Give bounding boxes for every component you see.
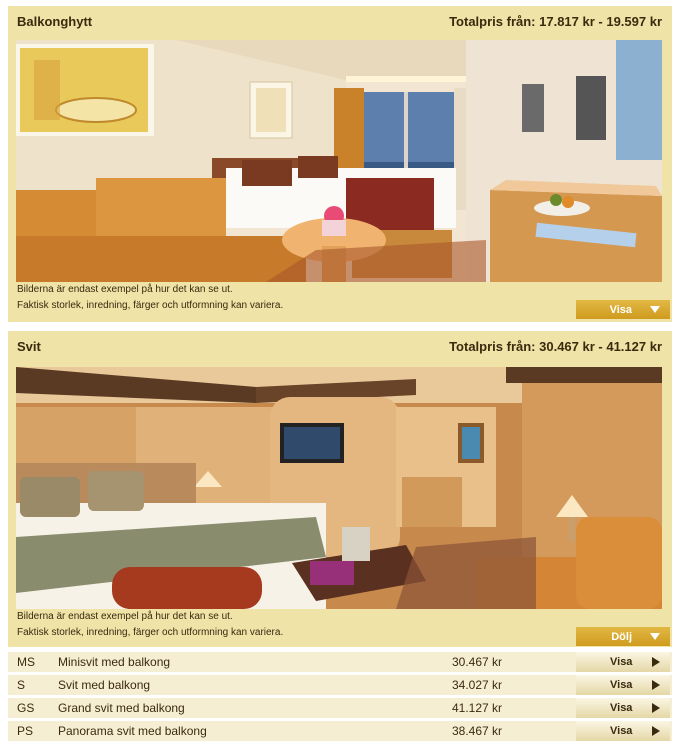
suite-options-list: [8, 652, 672, 744]
show-label: Visa: [610, 702, 633, 714]
cabin-price: 30.467 kr: [452, 655, 503, 669]
panel-header: [8, 331, 672, 361]
show-label: Visa: [610, 725, 633, 737]
hide-details-button[interactable]: [576, 627, 670, 646]
play-arrow-icon: [652, 657, 660, 667]
cabin-name: Minisvit med balkong: [58, 655, 171, 669]
cabin-price: 34.027 kr: [452, 678, 503, 692]
suite-option-row: [8, 652, 672, 672]
cabin-name: Panorama svit med balkong: [58, 724, 207, 738]
cabin-title: Balkonghytt: [17, 14, 93, 29]
cabin-price: 38.467 kr: [452, 724, 503, 738]
disclaimer-line-2: Faktisk storlek, inredning, färger och utformning kan variera.: [17, 300, 284, 311]
cabin-photo: [16, 367, 662, 609]
photo-disclaimer: [17, 609, 283, 641]
play-arrow-icon: [652, 680, 660, 690]
chevron-down-icon: [650, 633, 660, 640]
balcony-cabin-image: [16, 40, 662, 282]
show-label: Visa: [610, 679, 633, 691]
cabin-title: Svit: [17, 339, 41, 354]
cabin-panel-balkonghytt: [8, 6, 672, 322]
show-cabin-button[interactable]: [576, 698, 670, 718]
cabin-price: 41.127 kr: [452, 701, 503, 715]
chevron-down-icon: [650, 306, 660, 313]
cabin-price-range: Totalpris från: 17.817 kr - 19.597 kr: [449, 14, 662, 29]
show-cabin-button[interactable]: [576, 721, 670, 741]
disclaimer-line-1: Bilderna är endast exempel på hur det kan se ut.: [17, 611, 233, 622]
toggle-label: Dölj: [611, 630, 632, 643]
suite-image: [16, 367, 662, 609]
cabin-name: Grand svit med balkong: [58, 701, 185, 715]
panel-header: [8, 6, 672, 36]
play-arrow-icon: [652, 726, 660, 736]
suite-option-row: [8, 698, 672, 718]
photo-disclaimer: [17, 282, 283, 314]
show-label: Visa: [610, 656, 633, 668]
play-arrow-icon: [652, 703, 660, 713]
suite-option-row: [8, 721, 672, 741]
cabin-price-range: Totalpris från: 30.467 kr - 41.127 kr: [449, 339, 662, 354]
cabin-code: S: [17, 678, 26, 692]
show-cabin-button[interactable]: [576, 652, 670, 672]
disclaimer-line-2: Faktisk storlek, inredning, färger och utformning kan variera.: [17, 627, 284, 638]
cabin-code: PS: [17, 724, 34, 738]
cabin-code: GS: [17, 701, 35, 715]
toggle-label: Visa: [609, 303, 632, 316]
disclaimer-line-1: Bilderna är endast exempel på hur det kan se ut.: [17, 284, 233, 295]
suite-option-row: [8, 675, 672, 695]
cabin-panel-svit: [8, 331, 672, 647]
cabin-name: Svit med balkong: [58, 678, 151, 692]
cabin-code: MS: [17, 655, 35, 669]
show-cabin-button[interactable]: [576, 675, 670, 695]
show-details-button[interactable]: [576, 300, 670, 319]
cabin-photo: [16, 40, 662, 282]
